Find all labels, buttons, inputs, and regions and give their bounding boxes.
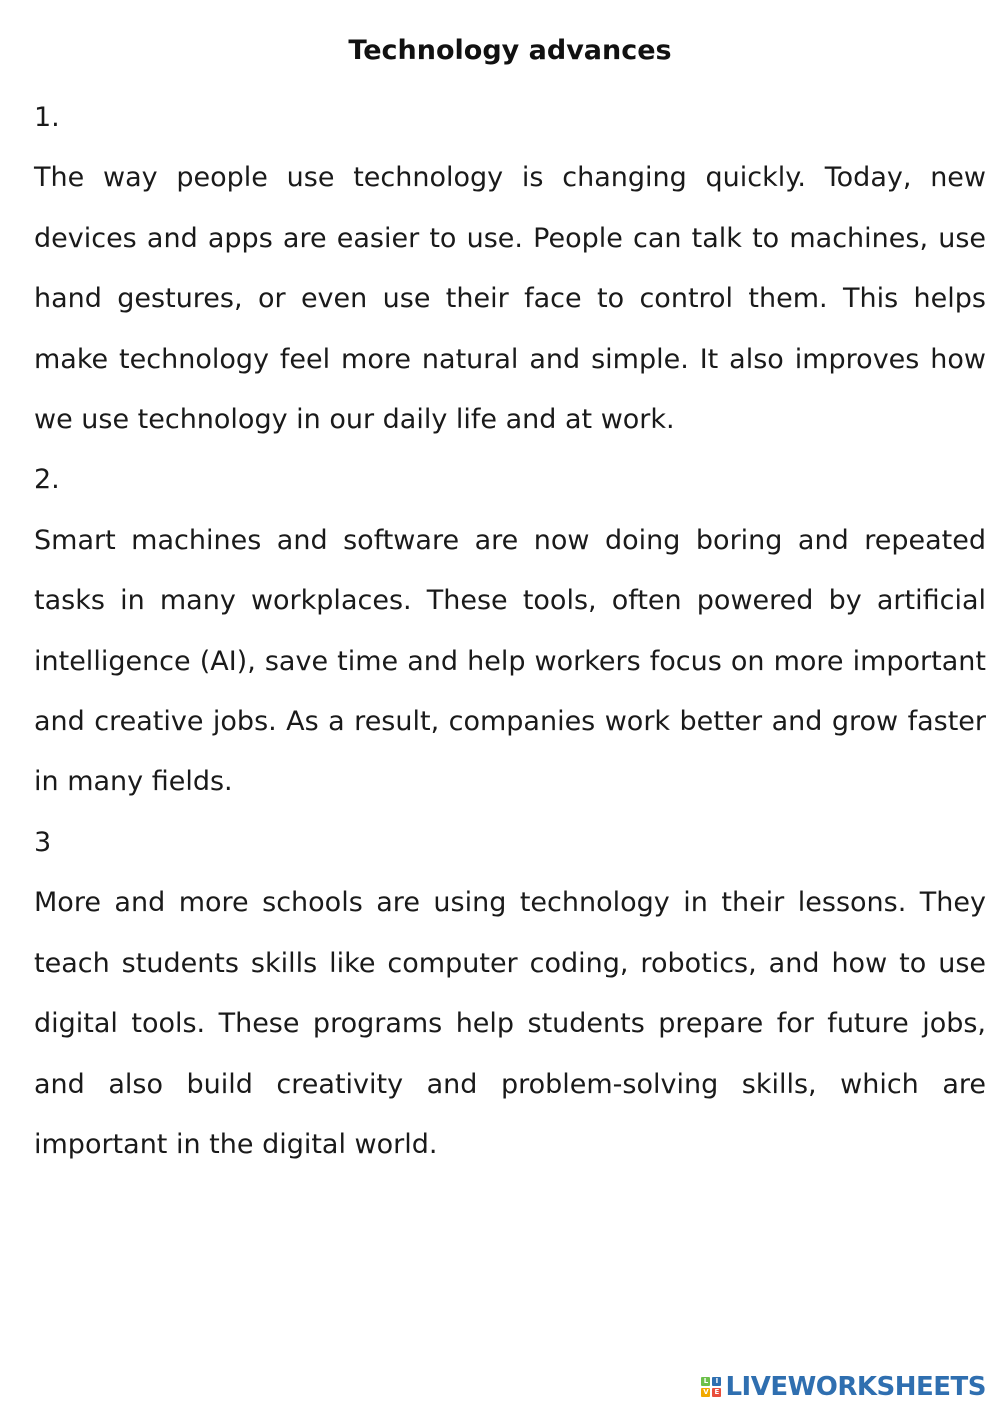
section-3-text: More and more schools are using technology in their lessons. They teach students skills like computer coding, robotics, and how to use digital tools. These programs help students prepare for future jobs, and also build creativity and problem-solving skills, which are important in the digital world. bbox=[34, 887, 986, 1160]
liveworksheets-logo-icon bbox=[701, 1377, 721, 1397]
logo-square-4: E bbox=[712, 1388, 721, 1397]
worksheet-page bbox=[34, 28, 986, 1175]
logo-square-2: I bbox=[712, 1377, 721, 1386]
logo-square-1: L bbox=[701, 1377, 710, 1386]
section-2-number: 2. bbox=[34, 464, 60, 496]
section-2-text: Smart machines and software are now doing boring and repeated tasks in many workplaces. These tools, often powered by artificial intelligence (AI), save time and help workers focus on more important and creative jobs. As a result, companies work better and grow faster in many fields. bbox=[34, 524, 986, 798]
section-3-number: 3 bbox=[34, 826, 52, 858]
brand-name: LIVEWORKSHEETS bbox=[725, 1372, 986, 1402]
section-1-text: The way people use technology is changing quickly. Today, new devices and apps are easier to use. People can talk to machines, use hand gestures, or even use their face to control them. This helps make technology feel more natural and simple. It also improves how we use technology in our daily life and at work. bbox=[34, 162, 986, 436]
logo-square-3: V bbox=[703, 1388, 709, 1396]
liveworksheets-brand bbox=[701, 1372, 986, 1402]
section-1-number: 1. bbox=[34, 102, 60, 133]
page-title: Technology advances bbox=[348, 35, 672, 66]
